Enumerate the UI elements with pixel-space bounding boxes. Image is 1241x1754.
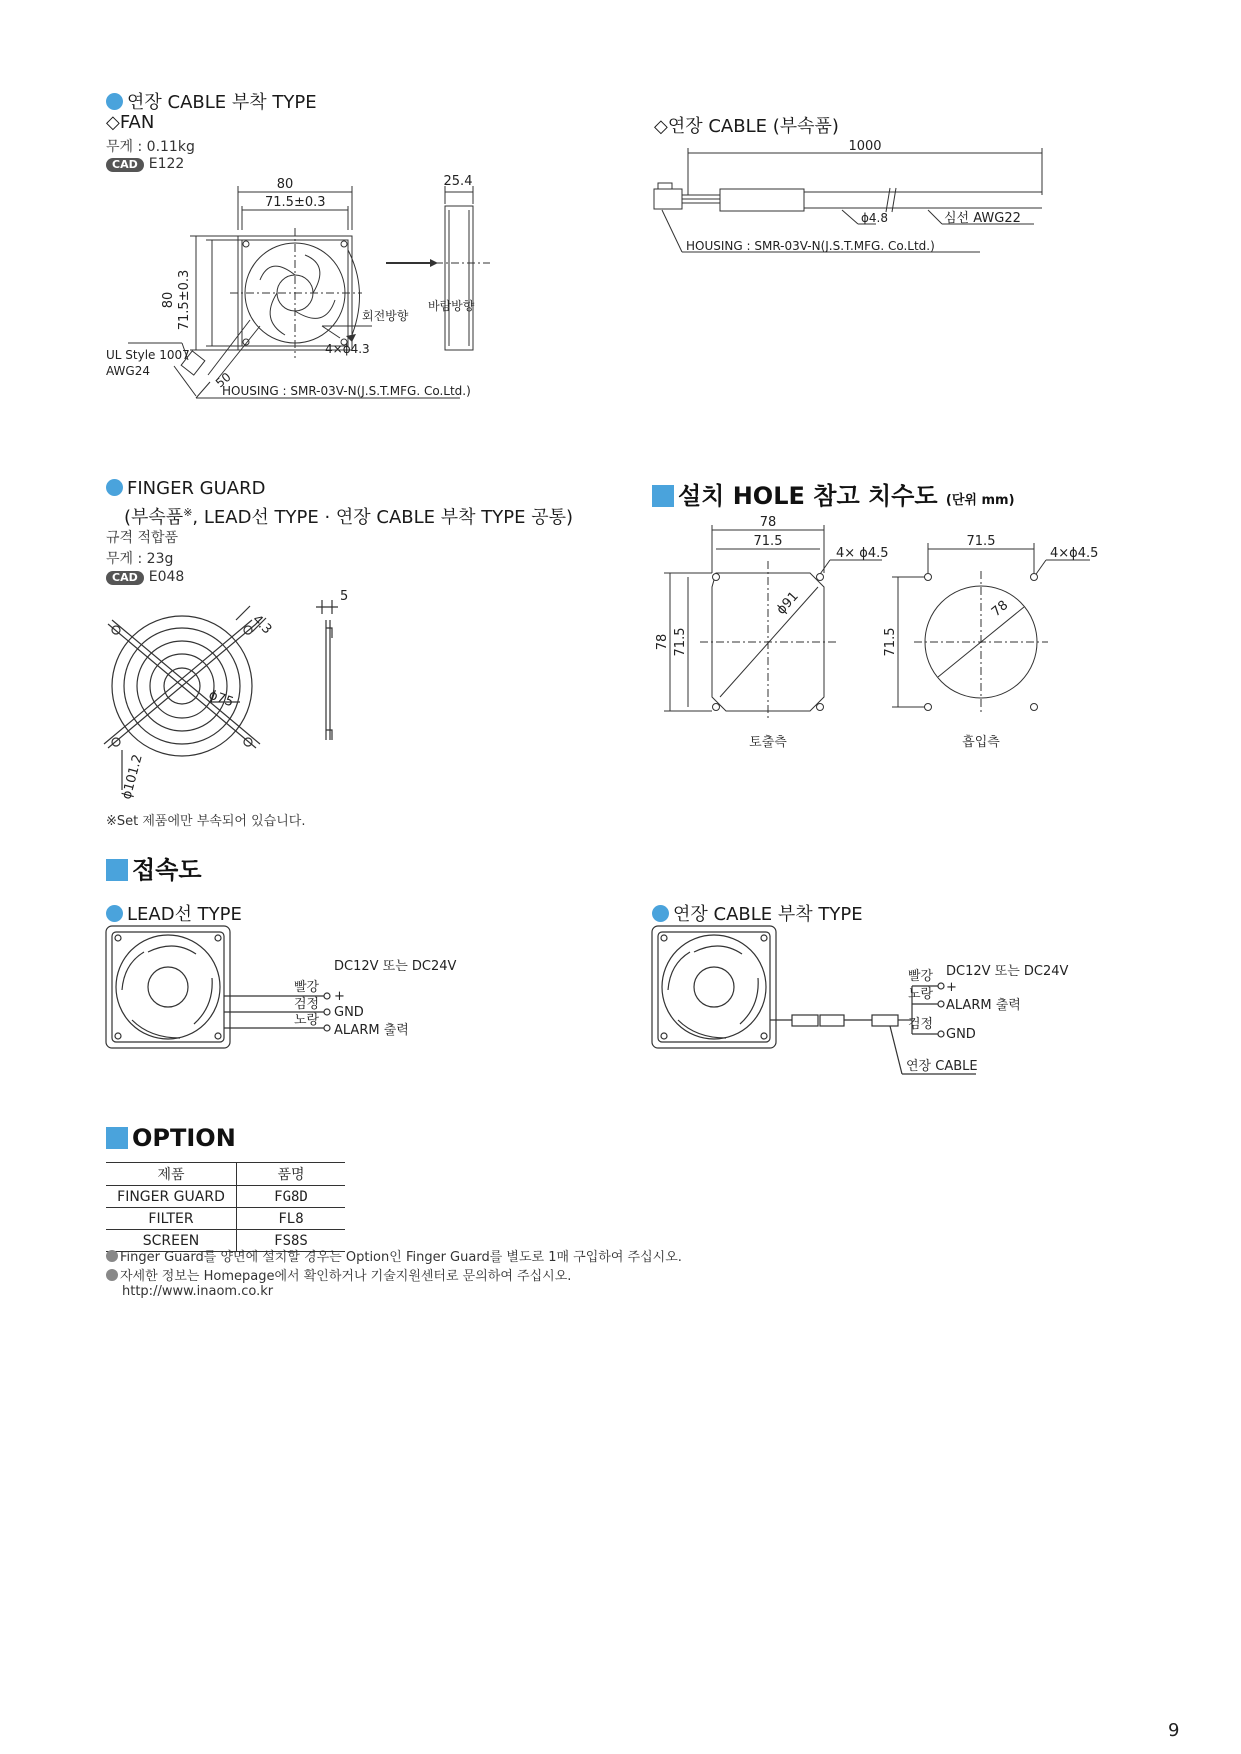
section-square-icon: [106, 859, 128, 881]
hole-left-h715: 71.5: [673, 627, 688, 657]
ext-gnd: GND: [946, 1027, 976, 1042]
fan-weight: 무게 : 0.11kg: [106, 139, 195, 155]
lead-plus: +: [334, 989, 345, 1004]
cable-spec-2: AWG24: [106, 364, 150, 378]
col-header-product: 제품: [106, 1163, 237, 1186]
hole-heading: 설치 HOLE 참고 치수도 (단위 mm): [652, 476, 1015, 511]
ext-plus: +: [946, 980, 957, 995]
col-header-model: 품명: [237, 1163, 346, 1186]
hole-right-label: 흡입측: [962, 735, 1000, 750]
lead-gnd: GND: [334, 1005, 364, 1020]
lead-wire-yellow: 노랑: [294, 1013, 320, 1028]
ext-cable-drawing: [650, 140, 1070, 270]
wiring-lead-heading: LEAD선 TYPE: [106, 900, 242, 926]
cell-product: SCREEN: [106, 1230, 237, 1252]
hole-unit: (단위 mm): [945, 493, 1015, 508]
dim-guard-thickness: 5: [340, 590, 349, 604]
hole-left-w715: 71.5: [753, 534, 783, 549]
finger-guard-cad-ref: [106, 569, 184, 585]
hole-right-holes: 4×ϕ4.5: [1050, 546, 1099, 561]
cell-model: FL8: [237, 1208, 346, 1230]
ext-voltage: DC12V 또는 DC24V: [946, 964, 1069, 979]
lead-alarm: ALARM 출력: [334, 1023, 409, 1038]
table-header-row: [106, 1163, 345, 1186]
finger-guard-note: ※Set 제품에만 부속되어 있습니다.: [106, 814, 306, 829]
bullet-dot-icon: [106, 905, 123, 922]
dim-guard-hole: 4.3: [249, 612, 275, 638]
hole-right-dia: 78: [988, 597, 1012, 621]
option-note-1: Finger Guard를 양면에 설치할 경우는 Option인 Finger Guard를 별도로 1매 구입하여 주십시오.: [106, 1246, 682, 1265]
bullet-dot-icon: [106, 479, 123, 496]
bullet-dot-icon: [106, 1250, 118, 1262]
hole-spec: 4×ϕ4.3: [325, 342, 370, 356]
fan-dimension-drawing: [100, 170, 560, 440]
homepage-link[interactable]: http://www.inaom.co.kr: [122, 1284, 274, 1299]
hole-left-holes: 4× ϕ4.5: [836, 546, 889, 561]
cad-code: E048: [148, 569, 185, 585]
ext-wire-black: 검정: [908, 1017, 934, 1032]
airflow-label: 바람방향: [428, 299, 475, 313]
lead-wire-black: 검정: [294, 997, 320, 1012]
dim-guard-inner: ϕ75: [206, 687, 236, 711]
lead-length: 50: [212, 369, 234, 391]
page-number: 9: [1168, 1720, 1180, 1741]
finger-guard-drawing: [100, 590, 380, 805]
ext-wire-red: 빨강: [908, 969, 934, 984]
wiring-ext-heading: 연장 CABLE 부착 TYPE: [652, 900, 863, 926]
table-row: [106, 1186, 345, 1208]
fan-section-heading: 연장 CABLE 부착 TYPE: [106, 88, 317, 114]
wiring-ext-diagram: [650, 924, 1090, 1094]
dim-guard-outer: ϕ101.2: [119, 752, 146, 802]
cell-product: FINGER GUARD: [106, 1186, 237, 1208]
fan-subheading: ◇FAN: [106, 112, 155, 133]
table-row: [106, 1208, 345, 1230]
ext-diameter: ϕ4.8: [861, 211, 888, 225]
hole-left-dia: ϕ91: [773, 588, 802, 618]
ext-housing: HOUSING : SMR-03V-N(J.S.T.MFG. Co.Ltd.): [686, 239, 935, 253]
section-square-icon: [652, 485, 674, 507]
bullet-dot-icon: [106, 1269, 118, 1281]
finger-guard-weight: 무게 : 23g: [106, 551, 174, 567]
hole-right-w715: 71.5: [966, 534, 996, 549]
finger-guard-sub: (부속품※, LEAD선 TYPE · 연장 CABLE 부착 TYPE 공통): [124, 506, 574, 528]
finger-guard-heading: FINGER GUARD: [106, 478, 265, 499]
cable-spec-1: UL Style 1007: [106, 348, 190, 362]
cad-code: E122: [148, 156, 185, 172]
hole-left-w78: 78: [759, 515, 777, 530]
ext-alarm: ALARM 출력: [946, 998, 1021, 1013]
dim-fan-width: 80: [276, 177, 294, 192]
hole-left-h78: 78: [655, 633, 670, 651]
fan-housing-spec: HOUSING : SMR-03V-N(J.S.T.MFG. Co.Ltd.): [222, 384, 471, 398]
bullet-dot-icon: [652, 905, 669, 922]
finger-guard-spec: 규격 적합품: [106, 530, 179, 546]
lead-wire-red: 빨강: [294, 980, 320, 995]
hole-left-label: 토출측: [749, 735, 787, 750]
hole-drawing: [650, 515, 1100, 755]
wiring-heading: 접속도: [106, 850, 202, 885]
option-heading: OPTION: [106, 1124, 236, 1152]
wiring-lead-diagram: [104, 924, 484, 1054]
option-table: [106, 1162, 345, 1252]
lead-voltage: DC12V 또는 DC24V: [334, 959, 457, 974]
cell-model: FG8D: [237, 1186, 346, 1208]
option-note-2: 자세한 정보는 Homepage에서 확인하거나 기술지원센터로 문의하여 주십시오.: [106, 1265, 571, 1284]
ext-core: 심선 AWG22: [944, 211, 1021, 226]
rotation-label: 회전방향: [362, 309, 409, 323]
bullet-dot-icon: [106, 93, 123, 110]
ext-cable-label: 연장 CABLE: [906, 1059, 978, 1074]
dim-fan-height: 80: [161, 291, 176, 309]
dim-fan-vpitch: 71.5±0.3: [177, 269, 192, 331]
dim-fan-pitch: 71.5±0.3: [265, 195, 326, 210]
ext-cable-heading: ◇연장 CABLE (부속품): [654, 116, 839, 137]
hole-right-h715: 71.5: [883, 627, 898, 657]
dim-fan-depth: 25.4: [443, 174, 473, 189]
ext-length: 1000: [848, 140, 882, 154]
cell-model: FS8S: [237, 1230, 346, 1252]
cell-product: FILTER: [106, 1208, 237, 1230]
section-square-icon: [106, 1127, 128, 1149]
cad-badge: CAD: [106, 158, 144, 172]
cad-badge: CAD: [106, 571, 144, 585]
ext-wire-yellow: 노랑: [908, 987, 934, 1002]
